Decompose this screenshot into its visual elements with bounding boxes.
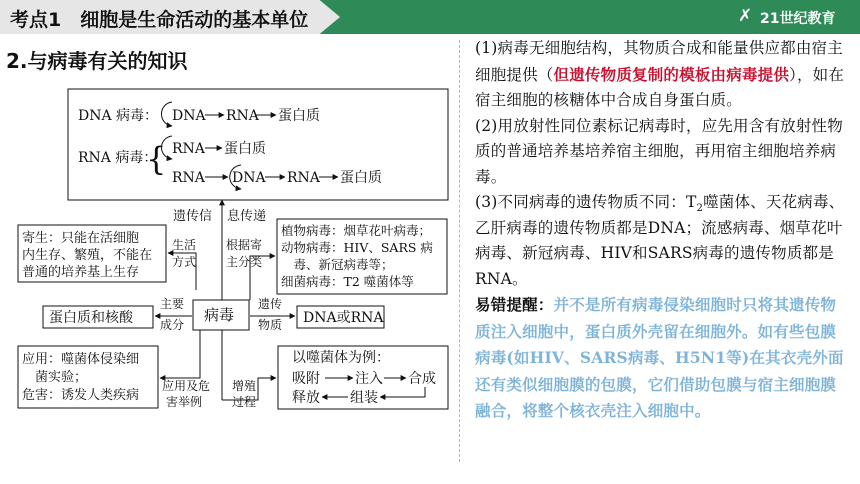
section-title: 2.与病毒有关的知识 xyxy=(6,49,188,73)
genetic-info-label-1: 遗传信 xyxy=(173,209,213,224)
parasitism-line-1: 寄生：只能在活细胞 xyxy=(22,231,140,246)
logo-icon: ✗ xyxy=(738,6,753,26)
dna-text: DNA xyxy=(172,108,206,124)
rna-virus-label: RNA 病毒： xyxy=(78,150,158,166)
app-example-label-2: 害举例 xyxy=(166,395,203,409)
rna-text-2: RNA xyxy=(172,141,205,157)
app-line-2: 菌实验； xyxy=(22,370,88,385)
brace-icon: { xyxy=(146,140,167,178)
dashed-divider xyxy=(459,40,460,462)
notes-column xyxy=(475,36,847,425)
class-line-4: 细菌病毒：T2 噬菌体等 xyxy=(281,274,414,289)
life-style-label-1: 生活 xyxy=(172,238,197,252)
protein-text-2: 蛋白质 xyxy=(224,141,266,157)
rna-text-3: RNA xyxy=(172,170,205,186)
hint-body: 并不是所有病毒侵染细胞时只将其遗传物质注入细胞中，蛋白质外壳留在细胞外。如有些包膜病毒(如HIV、SARS病毒、H5N1等)在其衣壳外面还有类似细胞膜的包膜，它们借助包膜与宿主细胞膜融合，将整个核衣壳注入细胞中。 xyxy=(475,295,844,420)
rna-text-4: RNA xyxy=(287,170,320,186)
protein-text: 蛋白质 xyxy=(278,108,320,124)
rna-text: RNA xyxy=(226,108,259,124)
note-3: (3)不同病毒的遗传物质不同：$T_2$噬菌体、天花病毒、乙肝病毒的遗传物质都是DNA；流感病毒、烟草花叶病毒、新冠病毒、HIV和SARS病毒的遗传物质都是RNA。 xyxy=(475,193,845,288)
genetic-material-label-2: 物质 xyxy=(258,318,283,332)
dna-replication-arrow xyxy=(162,102,173,126)
template-emphasis: 但遗传物质复制的模板由病毒提供 xyxy=(553,64,790,84)
app-line-3: 危害：诱发人类疾病 xyxy=(22,388,140,403)
class-line-1: 植物病毒：烟草花叶病毒； xyxy=(281,223,432,238)
logo xyxy=(738,6,848,28)
adsorb-text: 吸附 xyxy=(292,371,320,387)
dna-or-rna-text: DNA或RNA xyxy=(303,310,384,326)
main-label-1: 主要 xyxy=(160,297,185,311)
genetic-info-label-2: 息传递 xyxy=(227,209,267,224)
dna-virus-label: DNA 病毒： xyxy=(78,108,159,124)
prolif-label-1: 增殖 xyxy=(232,379,257,393)
synth-to-assemble-arrow xyxy=(380,387,425,397)
prolif-label-2: 过程 xyxy=(232,395,257,409)
assemble-text: 组装 xyxy=(350,390,378,406)
parasitism-line-3: 普通的培养基上生存 xyxy=(22,265,140,280)
hint-label: 易错提醒： xyxy=(475,295,554,314)
release-text: 释放 xyxy=(292,390,320,406)
application-arrow xyxy=(160,330,200,378)
inject-text: 注入 xyxy=(355,371,383,387)
app-example-label-1: 应用及危 xyxy=(162,379,211,393)
host-class-label-1: 根据寄 xyxy=(226,238,263,252)
dna-text-2: DNA xyxy=(232,170,266,186)
error-hint xyxy=(475,292,847,425)
virus-text: 病毒 xyxy=(204,306,235,324)
class-line-3: 毒、新冠病毒等； xyxy=(281,257,394,272)
parasitism-line-2: 内生存、繁殖，不能在 xyxy=(22,248,153,263)
note-2: (2)用放射性同位素标记病毒时，应先用含有放射性物质的普通培养基培养宿主细胞，再用宿主细胞培养病毒。 xyxy=(475,116,843,186)
protein-text-3: 蛋白质 xyxy=(340,170,382,186)
page-title: 考点1 细胞是生命活动的基本单位 xyxy=(10,9,309,31)
note-1: (1)病毒无细胞结构，其物质合成和能量供应都由宿主细胞提供（但遗传物质复制的模板由病毒提供），如在宿主细胞的核糖体中合成自身蛋白质。 xyxy=(475,39,845,109)
composition-text: 蛋白质和核酸 xyxy=(49,310,133,326)
class-line-2: 动物病毒：HIV、SARS 病 xyxy=(281,240,433,255)
phage-title: 以噬菌体为例： xyxy=(292,350,390,366)
host-class-label-2: 主分类 xyxy=(226,255,263,269)
genetic-material-label-1: 遗传 xyxy=(258,297,283,311)
main-label-2: 成分 xyxy=(160,318,185,332)
life-style-label-2: 方式 xyxy=(172,255,197,269)
logo-text: 21世纪教育 xyxy=(760,11,836,27)
app-line-1: 应用：噬菌体侵染细 xyxy=(22,352,140,367)
synth-text: 合成 xyxy=(408,371,436,387)
